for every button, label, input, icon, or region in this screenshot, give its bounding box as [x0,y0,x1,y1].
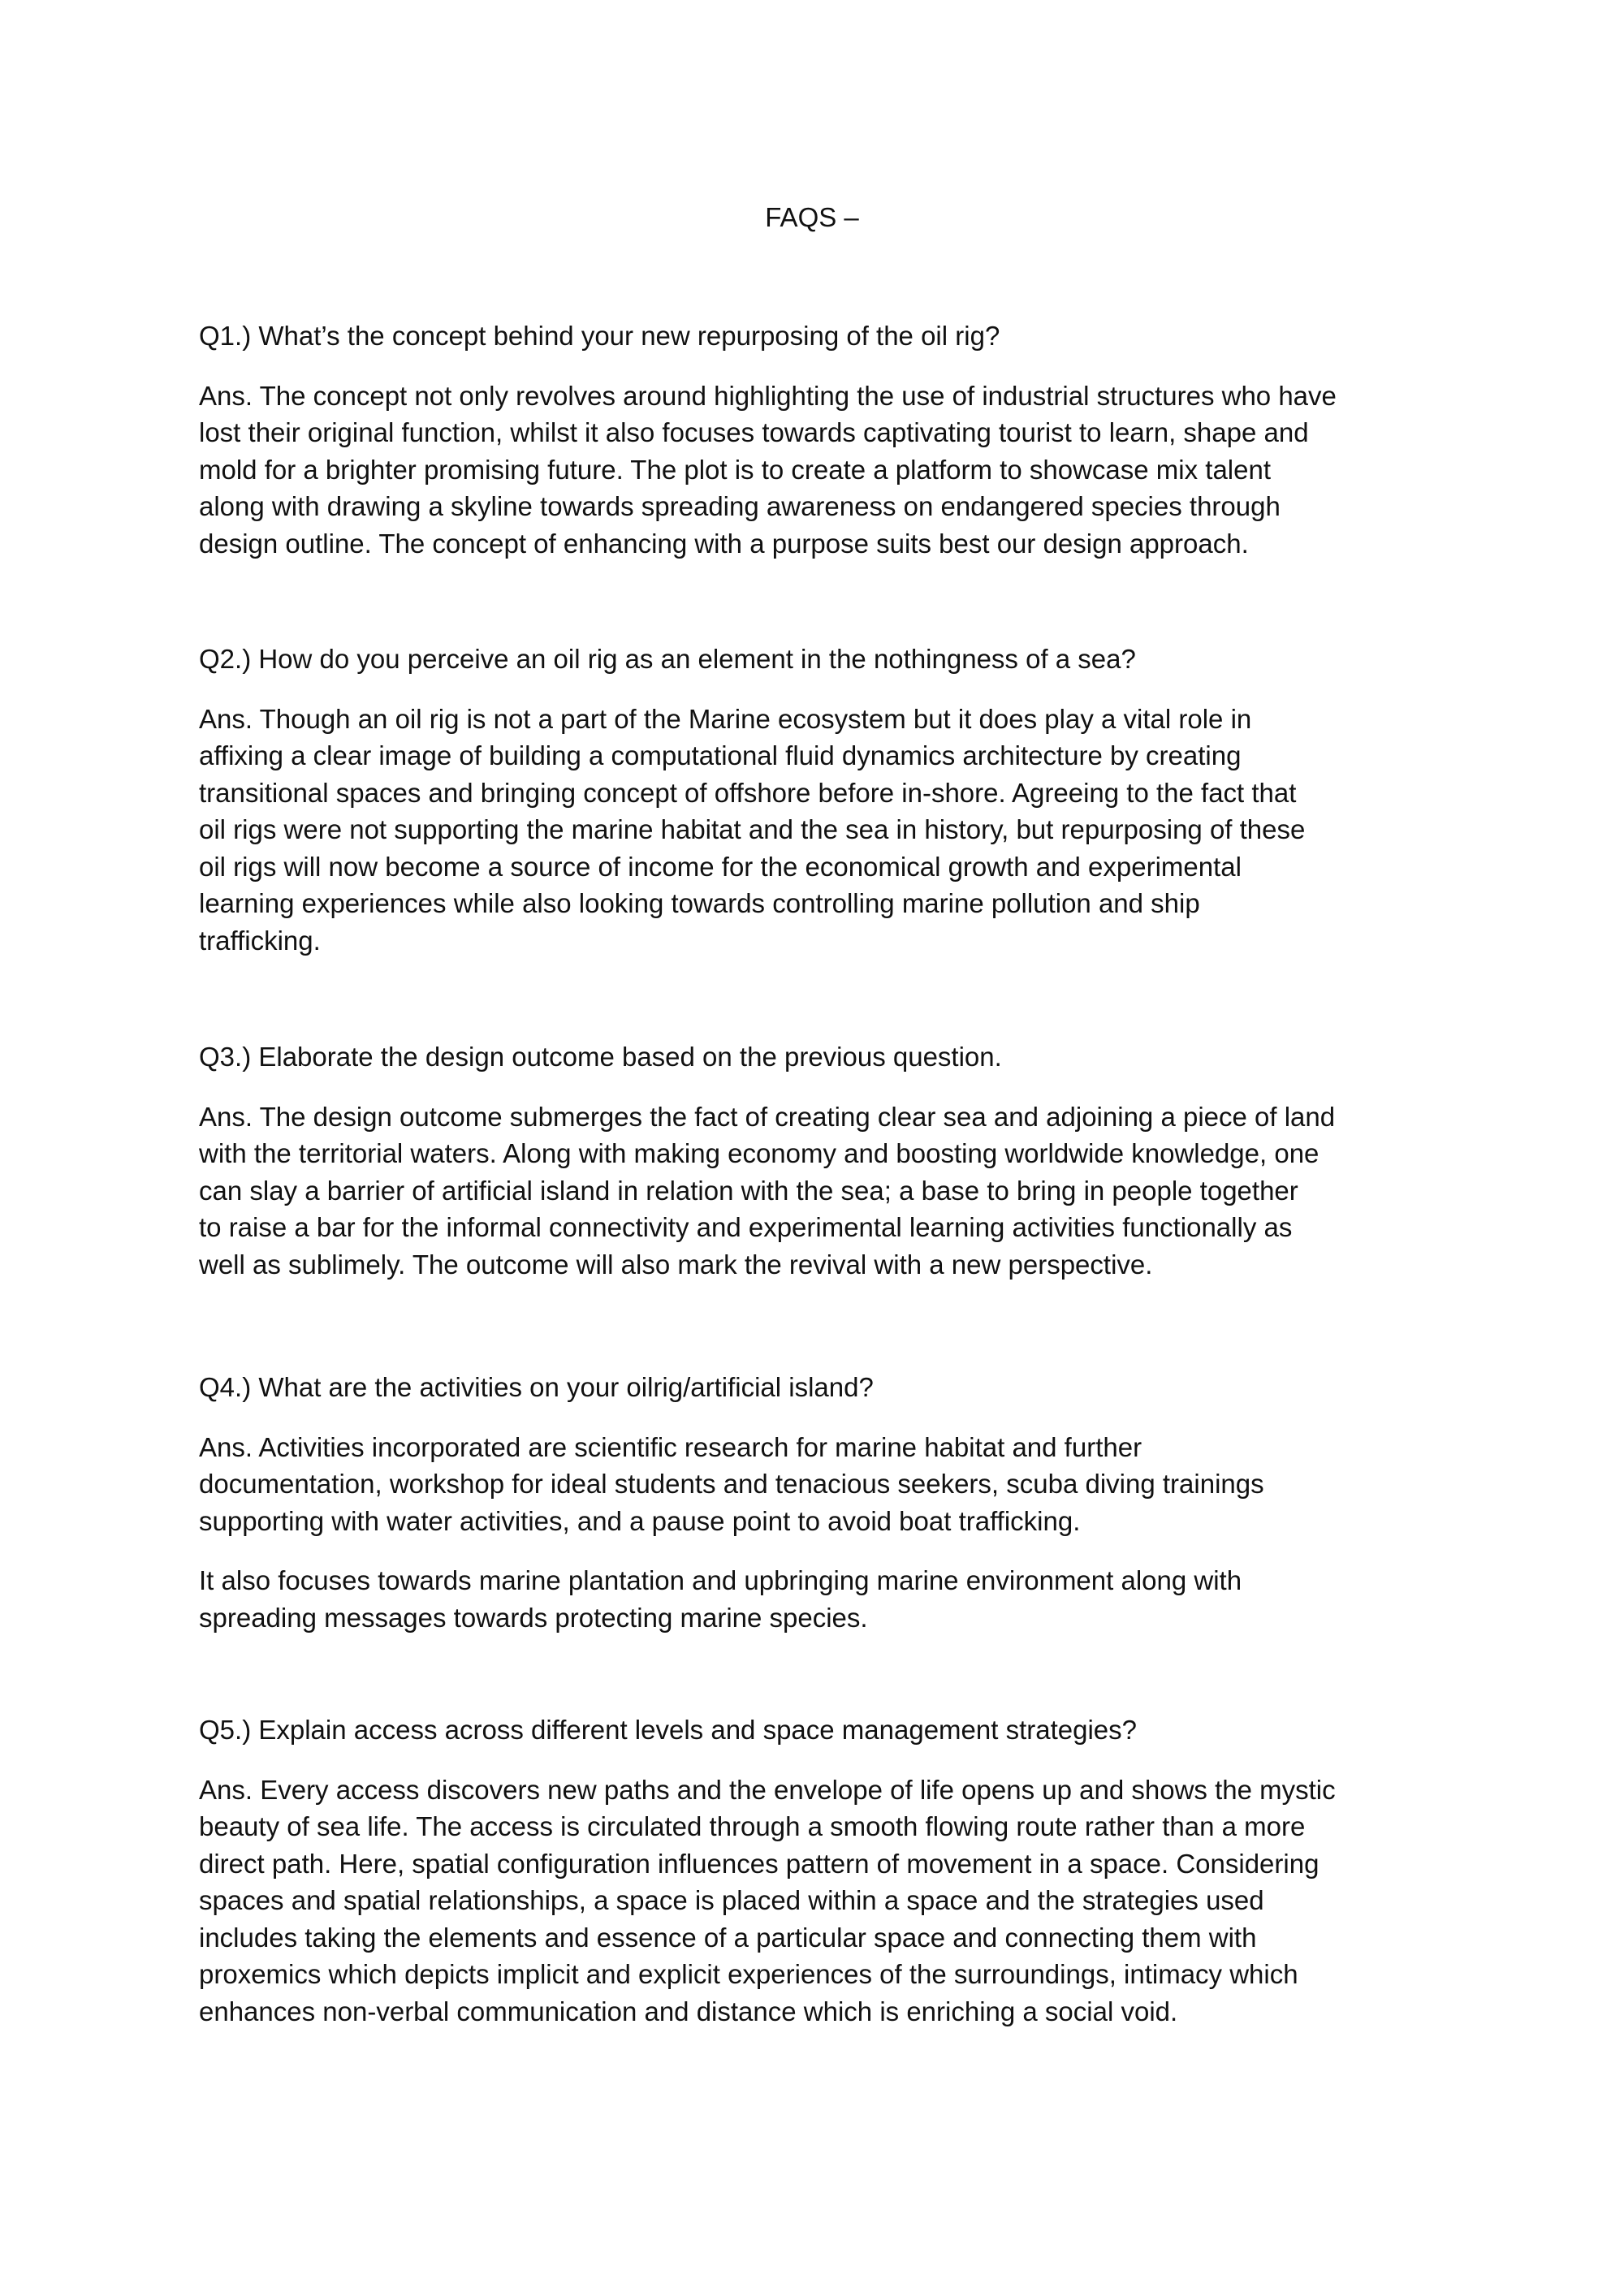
answer-line: Ans. The design outcome submerges the fact of creating clear sea and adjoining a piece of land [199,1101,1336,1132]
answer-line: lost their original function, whilst it also focuses towards captivating tourist to learn, shape and [199,417,1309,447]
faq-answer-paragraph [199,1562,1466,1636]
faq-answer-paragraph [199,1098,1466,1284]
answer-line: Ans. The concept not only revolves around highlighting the use of industrial structures who have [199,380,1337,411]
answer-line: direct path. Here, spatial configuration influences pattern of movement in a space. Considering [199,1848,1320,1879]
faq-item-2 [199,641,1466,959]
answer-line: includes taking the elements and essence of a particular space and connecting them with [199,1922,1257,1953]
faq-question: Q3.) Elaborate the design outcome based on the previous question. [199,1042,1002,1072]
answer-line: trafficking. [199,925,321,956]
answer-line: It also focuses towards marine plantation and upbringing marine environment along with [199,1565,1242,1595]
answer-line: enhances non-verbal communication and distance which is enriching a social void. [199,1996,1178,2026]
answer-line: Ans. Activities incorporated are scientific research for marine habitat and further [199,1431,1142,1462]
faq-item-3 [199,1038,1466,1283]
faq-answer-paragraph [199,1429,1466,1540]
answer-line: well as sublimely. The outcome will also mark the revival with a new perspective. [199,1249,1153,1280]
answer-line: affixing a clear image of building a computational fluid dynamics architecture by creating [199,740,1242,770]
answer-line: supporting with water activities, and a pause point to avoid boat trafficking. [199,1505,1081,1536]
faq-question: Q5.) Explain access across different levels and space management strategies? [199,1715,1137,1745]
answer-line: proxemics which depicts implicit and explicit experiences of the surroundings, intimacy which [199,1959,1298,1989]
page-title: FAQS – [765,202,859,232]
answer-line: spreading messages towards protecting marine species. [199,1602,868,1633]
answer-line: with the territorial waters. Along with making economy and boosting worldwide knowledge, one [199,1138,1320,1168]
faq-question: Q2.) How do you perceive an oil rig as an element in the nothingness of a sea? [199,644,1136,674]
faq-question: Q1.) What’s the concept behind your new repurposing of the oil rig? [199,321,1000,351]
answer-line: spaces and spatial relationships, a space is placed within a space and the strategies used [199,1885,1264,1915]
answer-line: oil rigs will now become a source of income for the economical growth and experimental [199,851,1242,882]
answer-line: beauty of sea life. The access is circulated through a smooth flowing route rather than a more [199,1811,1306,1841]
answer-line: Ans. Though an oil rig is not a part of the Marine ecosystem but it does play a vital role in [199,703,1252,734]
faq-answer-paragraph [199,701,1466,960]
answer-line: transitional spaces and bringing concept of offshore before in-shore. Agreeing to the fact that [199,777,1297,808]
faq-question: Q4.) What are the activities on your oilrig/artificial island? [199,1372,874,1402]
answer-line: mold for a brighter promising future. The plot is to create a platform to showcase mix talent [199,454,1271,485]
faq-answer-paragraph [199,1772,1466,2031]
answer-line: learning experiences while also looking towards controlling marine pollution and ship [199,888,1200,918]
faq-item-1 [199,317,1466,562]
answer-line: to raise a bar for the informal connectivity and experimental learning activities functionally as [199,1212,1293,1242]
faq-answer-paragraph [199,378,1466,563]
answer-line: can slay a barrier of artificial island in relation with the sea; a base to bring in people together [199,1175,1298,1206]
answer-line: design outline. The concept of enhancing with a purpose suits best our design approach. [199,528,1249,559]
answer-line: documentation, workshop for ideal students and tenacious seekers, scuba diving trainings [199,1469,1264,1499]
answer-line: Ans. Every access discovers new paths and the envelope of life opens up and shows the mystic [199,1774,1336,1805]
answer-line: along with drawing a skyline towards spreading awareness on endangered species through [199,491,1281,521]
faq-item-5 [199,1711,1466,2030]
faq-item-4 [199,1369,1466,1636]
answer-line: oil rigs were not supporting the marine habitat and the sea in history, but repurposing of these [199,814,1306,844]
